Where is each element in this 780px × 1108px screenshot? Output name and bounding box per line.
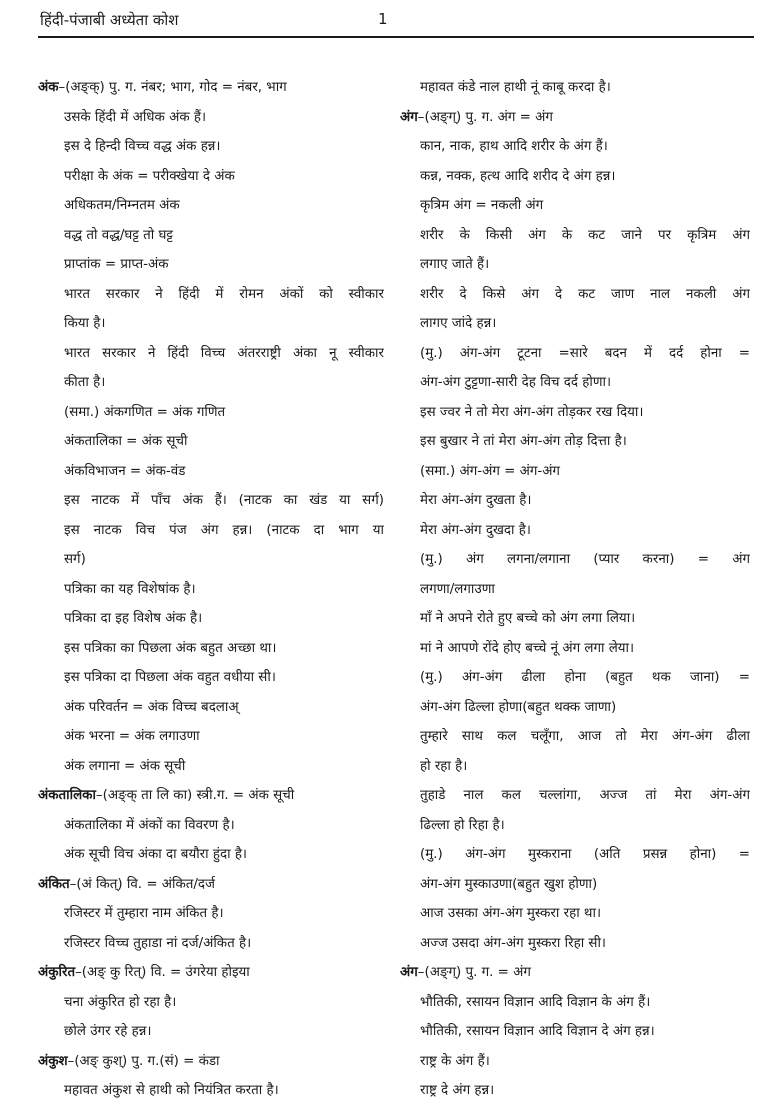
- entry-line: अंग-अंग मुस्काउणा(बहुत खुश होणा): [420, 876, 598, 892]
- entry-line: प्राप्तांक = प्राप्त-अंक: [64, 257, 169, 272]
- entry-line: भारत सरकार ने हिंदी विच्च अंतरराष्ट्री अंका नू स्वीकार: [64, 345, 384, 361]
- entry-line: अंग-अंग टुट्टणा-सारी देह विच दर्द होणा।: [420, 375, 612, 390]
- entry-line: इस पत्रिका का पिछला अंक बहुत अच्छा था।: [64, 640, 277, 656]
- entry-line: सर्ग): [64, 552, 86, 567]
- entry-line: अंग-अंग ढिल्ला होणा(बहुत थक्क जाणा): [420, 699, 617, 715]
- entry-line: अंकतालिका = अंक सूची: [64, 434, 188, 449]
- entry-line: महावत कंडे नाल हाथी नूं काबू करदा है।: [420, 80, 611, 95]
- entry-line: इस नाटक में पाँच अंक हैं। (नाटक का खंड या सर्ग): [64, 493, 384, 508]
- entry-line: अंक सूची विच अंका दा बयौरा हुंदा है।: [64, 847, 248, 862]
- entry-line: पत्रिका दा इह विशेष अंक है।: [64, 611, 203, 626]
- entry-headline: [38, 781, 384, 811]
- headword: अंकुश: [38, 1053, 68, 1069]
- entry-line: अंक लगाना = अंक सूची: [64, 758, 186, 774]
- headword: अंकुरित: [38, 965, 76, 980]
- entry-line: (मु.) अंग लगना/लगाना (प्यार करना) = अंग: [420, 552, 750, 567]
- entry-line: भौतिकी, रसायन विज्ञान आदि विज्ञान के अंग हैं।: [420, 994, 651, 1010]
- entry-line: (मु.) अंग-अंग मुस्कराना (अति प्रसन्न होना) =: [420, 847, 750, 862]
- entry-line: छोले उंगर रहे हन्न।: [64, 1024, 152, 1039]
- entry-line: अधिकतम/निम्नतम अंक: [64, 198, 180, 213]
- entry-line: इस पत्रिका दा पिछला अंक वहुत वधीया सी।: [64, 670, 276, 685]
- entry-line: मां ने आपणे रोंदे होए बच्चे नूं अंग लगा लेया।: [420, 640, 635, 656]
- right-column: [400, 73, 750, 1106]
- entry-line: आज उसका अंग-अंग मुस्करा रहा था।: [420, 906, 602, 921]
- entry-line: (समा.) अंग-अंग = अंग-अंग: [420, 463, 560, 479]
- entry-line: किया है।: [64, 316, 106, 331]
- entry-line: परीक्षा के अंक = परीक्खेया दे अंक: [64, 168, 235, 184]
- entry-line: अंकविभाजन = अंक-वंड: [64, 463, 186, 479]
- entry-line: कान, नाक, हाथ आदि शरीर के अंग हैं।: [420, 139, 608, 154]
- entry-line: अंक परिवर्तन = अंक विच्च बदलाअ्: [64, 699, 239, 715]
- entry-line: (मु.) अंग-अंग टूटना =सारे बदन में दर्द होना =: [420, 345, 750, 361]
- entry-line: अंकतालिका में अंकों का विवरण है।: [64, 817, 235, 833]
- entry-line: राष्ट्र के अंग हैं।: [420, 1053, 490, 1069]
- entry-line: मेरा अंग-अंग दुखता है।: [420, 493, 532, 508]
- entry-line: कृत्रिम अंग = नकली अंग: [420, 198, 544, 213]
- entry-line: हो रहा है।: [420, 758, 468, 774]
- entry-definition: –(अङ् कुश्) पु. ग.(सं) = कंडा: [67, 1053, 220, 1069]
- entry-line: चना अंकुरित हो रहा है।: [64, 994, 177, 1010]
- entry-line: पत्रिका का यह विशेषांक है।: [64, 581, 196, 597]
- entry-line: इस दे हिन्दी विच्च वद्ध अंक हन्न।: [64, 139, 221, 154]
- header-divider: [38, 36, 754, 38]
- entry-definition: –(अं कित्) वि. = अंकित/दर्ज: [69, 876, 215, 892]
- entry-line: तुम्हारे साथ कल चलूँगा, आज तो मेरा अंग-अंग ढीला: [420, 729, 750, 744]
- entry-definition: –(अङ्क्) पु. ग. नंबर; भाग, गोद = नंबर, भाग: [58, 80, 287, 95]
- entry-line: लगाए जाते हैं।: [420, 257, 490, 272]
- entry-definition: –(अङ्क् ता लि का) स्त्री.ग. = अंक सूची: [95, 788, 295, 803]
- entry-line: लगणा/लगाउणा: [420, 581, 495, 597]
- headword: अंकित: [38, 876, 70, 892]
- page-header: [38, 6, 752, 36]
- entry-definition: –(अङ्ग्) पु. ग. अंग = अंग: [417, 109, 553, 125]
- entry-line: माँ ने अपने रोते हुए बच्चे को अंग लगा लिया।: [420, 611, 636, 626]
- entry-line: (समा.) अंकगणित = अंक गणित: [64, 404, 226, 420]
- entry-line: भारत सरकार ने हिंदी में रोमन अंकों को स्वीकार: [64, 286, 384, 302]
- entry-headline: [38, 73, 384, 103]
- entry-definition: –(अङ्ग्) पु. ग. = अंग: [417, 965, 531, 980]
- entry-line: उसके हिंदी में अधिक अंक हैं।: [64, 109, 207, 125]
- entry-line: कीता है।: [64, 375, 106, 390]
- entry-line: इस ज्वर ने तो मेरा अंग-अंग तोड़कर रख दिया।: [420, 404, 644, 420]
- left-column: [38, 73, 384, 1106]
- entry-line: रजिस्टर में तुम्हारा नाम अंकित है।: [64, 906, 224, 921]
- book-title: हिंदी-पंजाबी अध्येता कोश: [40, 11, 179, 29]
- entry-line: महावत अंकुश से हाथी को नियंत्रित करता है।: [64, 1083, 279, 1098]
- entry-line: वद्ध तो वद्ध/घट्ट तो घट्ट: [64, 227, 173, 243]
- headword: अंक: [38, 80, 59, 95]
- entry-line: भौतिकी, रसायन विज्ञान आदि विज्ञान दे अंग हन्न।: [420, 1024, 655, 1039]
- entry-line: इस नाटक विच पंज अंग हन्न। (नाटक दा भाग या: [64, 522, 384, 538]
- entry-line: शरीर के किसी अंग के कट जाने पर कृत्रिम अंग: [420, 227, 750, 243]
- entry-headline: [38, 1047, 384, 1077]
- entry-headline: [400, 103, 750, 133]
- entry-line: कन्न, नक्क, हत्थ आदि शरीद दे अंग हन्न।: [420, 168, 616, 184]
- entry-headline: [38, 870, 384, 900]
- entry-line: अंक भरना = अंक लगाउणा: [64, 729, 200, 744]
- entry-line: मेरा अंग-अंग दुखदा है।: [420, 522, 531, 538]
- entry-line: तुहाडे नाल कल चल्लांगा, अज्ज तां मेरा अंग-अंग: [420, 788, 750, 803]
- entry-line: रजिस्टर विच्च तुहाडा नां दर्ज/अंकित है।: [64, 935, 252, 951]
- entry-headline: [400, 958, 750, 988]
- entry-line: ढिल्ला हो रिहा है।: [420, 817, 505, 833]
- entry-line: (मु.) अंग-अंग ढीला होना (बहुत थक जाना) =: [420, 670, 750, 685]
- entry-headline: [38, 958, 384, 988]
- headword: अंग: [400, 109, 418, 125]
- page-number: 1: [378, 10, 388, 28]
- entry-definition: –(अङ् कु रित्) वि. = उंगरेया होइया: [75, 965, 250, 980]
- entry-line: शरीर दे किसे अंग दे कट जाण नाल नकली अंग: [420, 286, 750, 302]
- entry-line: लागए जांदे हन्न।: [420, 316, 497, 331]
- headword: अंग: [400, 965, 418, 980]
- entry-line: अज्ज उसदा अंग-अंग मुस्करा रिहा सी।: [420, 935, 607, 951]
- entry-line: इस बुखार ने तां मेरा अंग-अंग तोड़ दित्ता है।: [420, 434, 627, 449]
- entry-line: राष्ट्र दे अंग हन्न।: [420, 1083, 495, 1098]
- headword: अंकतालिका: [38, 788, 96, 803]
